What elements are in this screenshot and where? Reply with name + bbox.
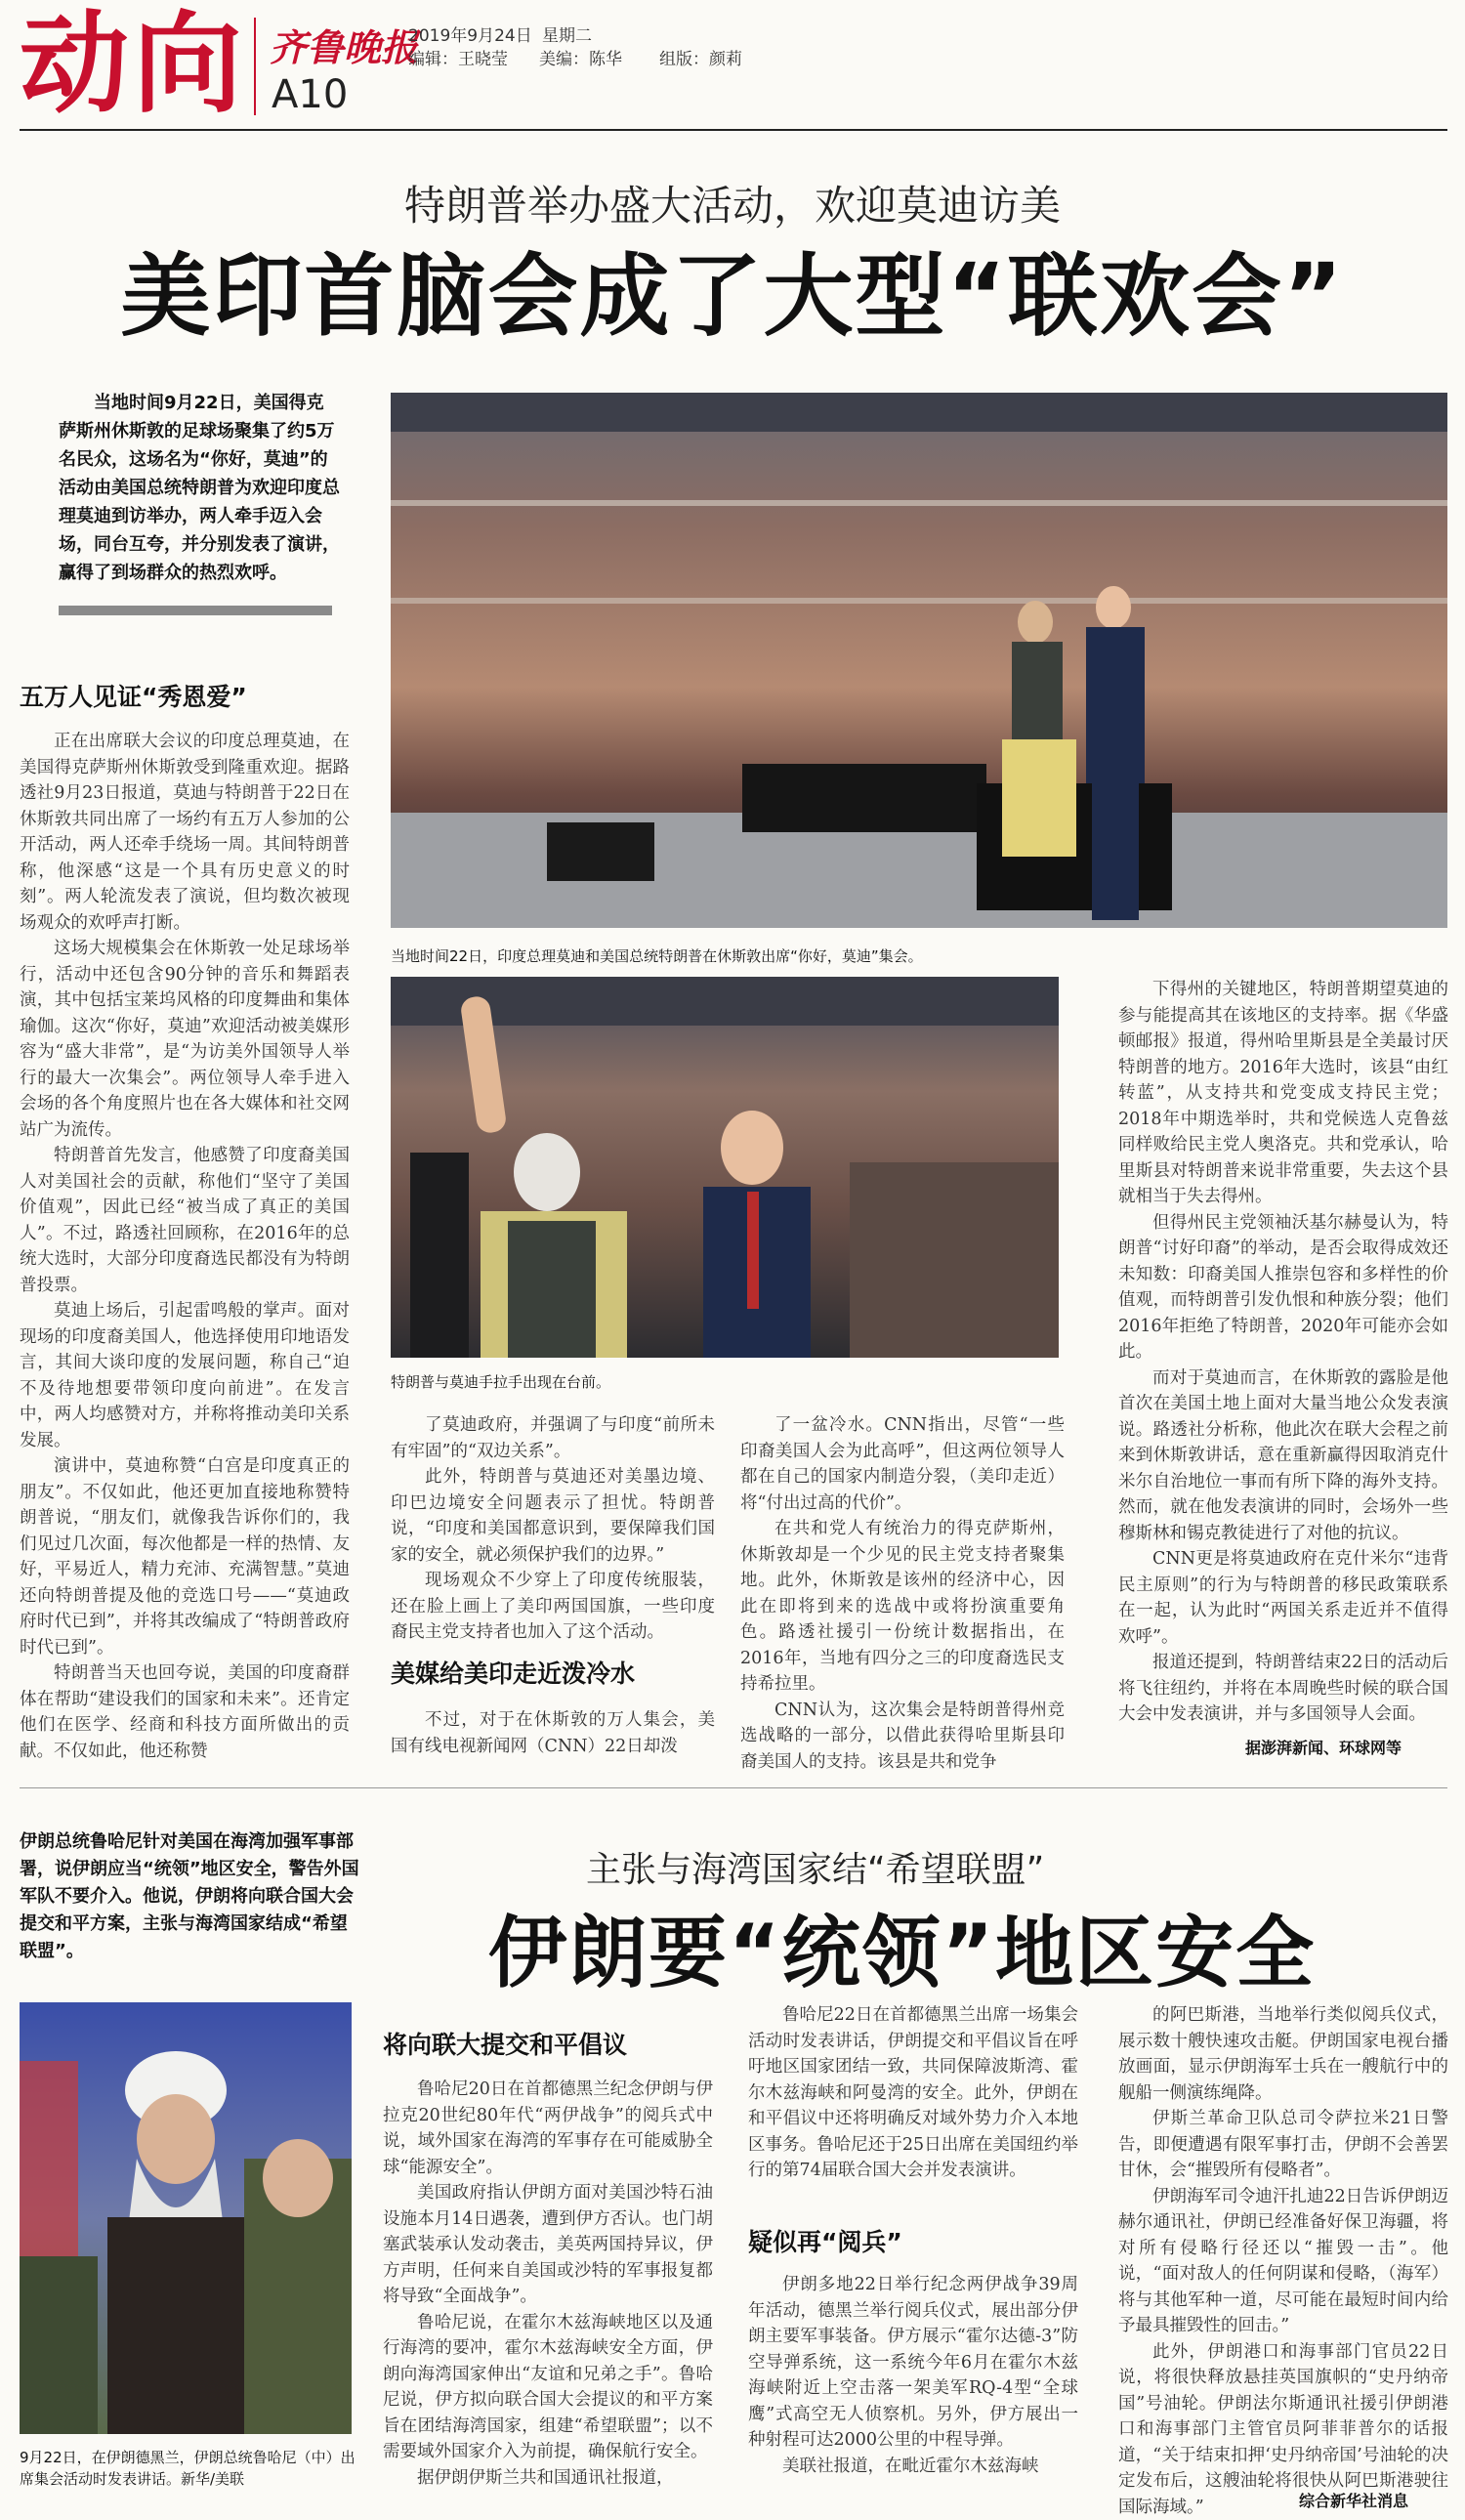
paragraph: 特朗普首先发言，他感赞了印度裔美国人对美国社会的贡献，称他们“坚守了美国价值观”，因此已经“被当成了真正的美国人”。不过，路透社回顾称，在2016年的总统大选时，大部分印度裔选民都没有为特朗普投票。 — [20, 1143, 350, 1298]
story1-column-1 — [20, 729, 350, 1759]
paragraph: 伊斯兰革命卫队总司令萨拉米21日警告，即便遭遇有限军事打击，伊朗不会善罢甘休，会“摧毁所有侵略者”。 — [1118, 2106, 1448, 2184]
story1-column-2 — [391, 1412, 715, 1623]
paragraph: 特朗普当天也回夸说，美国的印度裔群体在帮助“建设我们的国家和未来”。还肯定他们在医学、经商和科技方面所做出的贡献。不仅如此，他还称赞 — [20, 1660, 350, 1764]
page-number: A10 — [272, 72, 348, 117]
paragraph: 了一盆冷水。CNN指出，尽管“一些印裔美国人会为此高呼”，但这两位领导人都在自己的国家内制造分裂，（美印走近）将“付出过高的代价”。 — [740, 1412, 1065, 1516]
lead-rule — [59, 606, 332, 615]
paragraph: 但得州民主党领袖沃基尔赫曼认为，特朗普“讨好印裔”的举动，是否会取得成效还未知数：印裔美国人推崇包容和多样性的价值观，而特朗普引发仇恨和种族分裂；他们2016年拒绝了特朗普，2020年可能亦会如此。 — [1118, 1210, 1448, 1365]
story2-lead: 伊朗总统鲁哈尼针对美国在海湾加强军事部署，说伊朗应当“统领”地区安全，警告外国军队不要介入。他说，伊朗将向联合国大会提交和平方案，主张与海湾国家结成“希望联盟”。 — [20, 1828, 363, 1965]
paragraph: 了莫迪政府，并强调了与印度“前所未有牢固”的“双边关系”。 — [391, 1412, 715, 1464]
paragraph: 报道还提到，特朗普结束22日的活动后将飞往纽约，并将在本周晚些时候的联合国大会中发表演讲，并与多国领导人会面。 — [1118, 1650, 1448, 1728]
paragraph: 演讲中，莫迪称赞“白宫是印度真正的朋友”。不仅如此，他还更加直接地称赞特朗普说，“朋友们，就像我告诉你们的，我们见过几次面，每次他都是一样的热情、友好，平易近人，精力充沛、充满智慧。”莫迪还向特朗普提及他的竞选口号——“莫迪政府时代已到”，并将其改编成了“特朗普政府时代已到”。 — [20, 1453, 350, 1660]
issue-weekday: 星期二 — [542, 21, 592, 46]
story2-column-2b — [748, 2272, 1078, 2512]
story2-column-3 — [1118, 2002, 1448, 2487]
story2-subhead-proposal: 将向联大提交和平倡议 — [383, 2026, 627, 2061]
paragraph: 伊朗多地22日举行纪念两伊战争39周年活动，德黑兰举行阅兵仪式，展出部分伊朗主要军事装备。伊方展示“霍尔达德-3”防空导弹系统，这一系统今年6月在霍尔木兹海峡附近上空击落一架美军RQ-4型“全球鹰”式高空无人侦察机。另外，伊方展出一种射程可达2000公里的中程导弹。 — [748, 2272, 1078, 2454]
photo-rally-stage — [391, 393, 1447, 928]
paragraph: 此外，伊朗港口和海事部门官员22日说，将很快释放悬挂英国旗帜的“史丹纳帝国”号油轮。伊朗法尔斯通讯社援引伊朗港口和海事部门主管官员阿菲菲普尔的话报道，“关于结束扣押‘史丹纳帝国’号油轮的决定发布后，这艘油轮将很快从阿巴斯港驶往国际海域。” — [1118, 2339, 1448, 2520]
paragraph: 此外，特朗普与莫迪还对美墨边境、印巴边境安全问题表示了担忧。特朗普说，“印度和美国都意识到，要保障我们国家的安全，就必须保护我们的边界。” — [391, 1464, 715, 1568]
paragraph: 下得州的关键地区，特朗普期望莫迪的参与能提高其在该地区的支持率。据《华盛顿邮报》报道，得州哈里斯县是全美最讨厌特朗普的地方。2016年大选时，该县“由红转蓝”，从支持共和党变成支持民主党；2018年中期选举时，共和党候选人克鲁兹同样败给民主党人奥洛克。共和党承认，哈里斯县对特朗普来说非常重要，失去这个县就相当于失去得州。 — [1118, 977, 1448, 1210]
header-divider — [254, 18, 256, 115]
story1-credit: 据澎湃新闻、环球网等 — [1245, 1736, 1402, 1758]
paragraph: 正在出席联大会议的印度总理莫迪，在美国得克萨斯州休斯敦受到隆重欢迎。据路透社9月23日报道，莫迪与特朗普于22日在休斯敦共同出席了一场约有五万人参加的公开活动，两人还牵手绕场一周。其间特朗普称，他深感“这是一个具有历史意义的时刻”。两人轮流发表了演说，但均数次被现场观众的欢呼声打断。 — [20, 729, 350, 936]
story-separator — [20, 1787, 1447, 1788]
story2-column-2 — [748, 2002, 1078, 2209]
paragraph: 伊朗海军司令迪汗扎迪22日告诉伊朗迈赫尔通讯社，伊朗已经准备好保卫海疆，将对所有侵略行径还以“摧毁一击”。他说，“面对敌人的任何阴谋和侵略，（海军）将与其他军种一道，尽可能在最短时间内给予最具摧毁性的回击。” — [1118, 2184, 1448, 2339]
editor-credit: 编辑：王晓莹 — [408, 45, 508, 69]
paragraph: 美联社报道，在毗近霍尔木兹海峡 — [748, 2454, 1078, 2480]
paragraph: CNN认为，这次集会是特朗普得州竞选战略的一部分，以借此获得哈里斯县印裔美国人的支持。该县是共和党争 — [740, 1698, 1065, 1776]
photo-rouhani — [20, 2002, 352, 2434]
story2-column-1 — [383, 2077, 713, 2514]
story1-subtitle: 特朗普举办盛大活动，欢迎莫迪访美 — [0, 174, 1465, 232]
photo1-caption: 当地时间22日，印度总理莫迪和美国总统特朗普在休斯敦出席“你好，莫迪”集会。 — [391, 945, 1447, 966]
paragraph: 鲁哈尼22日在首都德黑兰出席一场集会活动时发表讲话，伊朗提交和平倡议旨在呼吁地区国家团结一致，共同保障波斯湾、霍尔木兹海峡和阿曼湾的安全。此外，伊朗在和平倡议中还将明确反对域外势力介入本地区事务。鲁哈尼还于25日出席在美国纽约举行的第74届联合国大会并发表演讲。 — [748, 2002, 1078, 2184]
story1-lead: 当地时间9月22日，美国得克萨斯州休斯敦的足球场聚集了约5万名民众，这场名为“你好，莫迪”的活动由美国总统特朗普为欢迎印度总理莫迪到访举办，两人牵手迈入会场，同台互夸，并分别发表了演讲，赢得了到场群众的热烈欢呼。 — [59, 389, 340, 587]
paragraph: 莫迪上场后，引起雷鸣般的掌声。面对现场的印度裔美国人，他选择使用印地语发言，其间大谈印度的发展问题，称自己“迫不及待地想要带领印度向前进”。在发言中，两人均感赞对方，并称将推动美印关系发展。 — [20, 1298, 350, 1453]
paragraph: 不过，对于在休斯敦的万人集会，美国有线电视新闻网（CNN）22日却泼 — [391, 1707, 715, 1759]
photo-handshake — [391, 977, 1059, 1358]
story2-credit: 综合新华社消息 — [1299, 2489, 1408, 2511]
header-rule — [20, 129, 1447, 131]
story1-subhead-cnn: 美媒给美印走近泼冷水 — [391, 1655, 635, 1690]
paragraph: 据伊朗伊斯兰共和国通讯社报道， — [383, 2465, 713, 2492]
story2-subtitle: 主张与海湾国家结“希望联盟” — [586, 1842, 1270, 1892]
layout-credit: 组版：颜莉 — [659, 45, 742, 69]
story2-title: 伊朗要“统领”地区安全 — [488, 1890, 1367, 2002]
paragraph: 的阿巴斯港，当地举行类似阅兵仪式，展示数十艘快速攻击艇。伊朗国家电视台播放画面，显示伊朗海军士兵在一艘航行中的舰船一侧演练绳降。 — [1118, 2002, 1448, 2106]
story1-column-3 — [740, 1412, 1065, 1762]
photo2-caption: 特朗普与莫迪手拉手出现在台前。 — [391, 1371, 610, 1392]
story1-column-4 — [1118, 977, 1448, 1731]
story2-subhead-parade: 疑似再“阅兵” — [748, 2223, 902, 2258]
section-title: 动向 — [20, 10, 246, 119]
paper-name: 齐鲁晚报 — [270, 18, 418, 71]
paragraph: 鲁哈尼20日在首都德黑兰纪念伊朗与伊拉克20世纪80年代“两伊战争”的阅兵式中说，域外国家在海湾的军事存在可能威胁全球“能源安全”。 — [383, 2077, 713, 2180]
paragraph: CNN更是将莫迪政府在克什米尔“违背民主原则”的行为与特朗普的移民政策联系在一起，认为此时“两国关系走近并不值得欢呼”。 — [1118, 1546, 1448, 1650]
paragraph: 而对于莫迪而言，在休斯敦的露脸是他首次在美国土地上面对大量当地公众发表演说。路透社分析称，他此次在联大会程之前来到休斯敦讲话，意在重新赢得因取消克什米尔自治地位一事而有所下降的海外支持。然而，就在他发表演讲的同时，会场外一些穆斯林和锡克教徒进行了对他的抗议。 — [1118, 1365, 1448, 1547]
paragraph: 现场观众不少穿上了印度传统服装，还在脸上画上了美印两国国旗，一些印度裔民主党支持者也加入了这个活动。 — [391, 1568, 715, 1646]
paragraph: 这场大规模集会在休斯敦一处足球场举行，活动中还包含90分钟的音乐和舞蹈表演，其中包括宝莱坞风格的印度舞曲和集体瑜伽。这次“你好，莫迪”欢迎活动被美媒形容为“盛大非常”，是“为访美外国领导人举行的最大一次集会”。两位领导人牵手进入会场的各个角度照片也在各大媒体和社交网站广为流传。 — [20, 936, 350, 1143]
paragraph: 鲁哈尼说，在霍尔木兹海峡地区以及通行海湾的要冲，霍尔木兹海峡安全方面，伊朗向海湾国家伸出“友谊和兄弟之手”。鲁哈尼说，伊方拟向联合国大会提议的和平方案旨在团结海湾国家，组建“希望联盟”；以不需要域外国家介入为前提，确保航行安全。 — [383, 2310, 713, 2465]
art-editor-credit: 美编：陈华 — [539, 45, 622, 69]
story1-title: 美印首脑会成了大型“联欢会” — [0, 225, 1465, 354]
paragraph: 美国政府指认伊朗方面对美国沙特石油设施本月14日遇袭，遭到伊方否认。也门胡塞武装承认发动袭击，美英两国持异议，伊方声明，任何来自美国或沙特的军事报复都将导致“全面战争”。 — [383, 2180, 713, 2310]
paragraph: 在共和党人有统治力的得克萨斯州，休斯敦却是一个少见的民主党支持者聚集地。此外，休斯敦是该州的经济中心，因此在即将到来的选战中或将扮演重要角色。路透社援引一份统计数据指出，在2016年，当地有四分之三的印度裔选民支持希拉里。 — [740, 1516, 1065, 1698]
story1-subhead-crowd: 五万人见证“秀恩爱” — [20, 678, 247, 713]
issue-date: 2019年9月24日 — [408, 21, 532, 46]
story1-column-2b — [391, 1707, 715, 1762]
rouhani-photo-caption: 9月22日，在伊朗德黑兰，伊朗总统鲁哈尼（中）出席集会活动时发表讲话。新华/美联 — [20, 2447, 356, 2490]
